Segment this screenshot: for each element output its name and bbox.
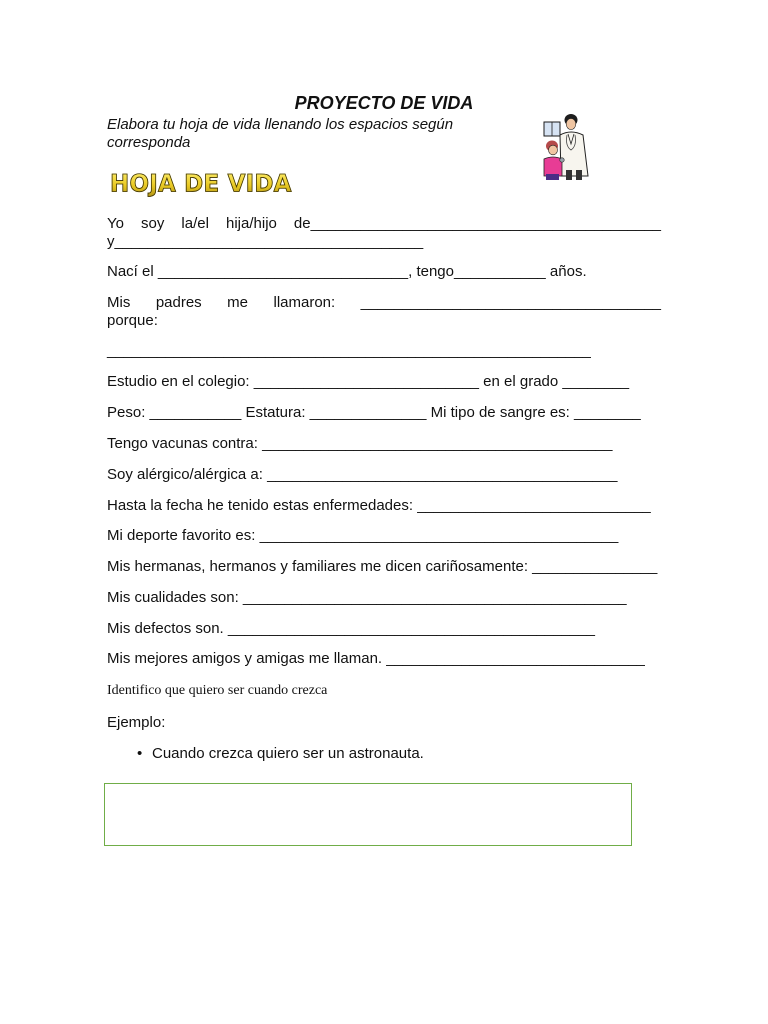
field-name-reason-label: porque: xyxy=(107,312,158,329)
field-weight-height-blood: Peso: ___________ Estatura: ______________ Mi tipo de sangre es: ________ xyxy=(107,404,641,421)
field-nickname: Mis hermanas, hermanos y familiares me dicen cariñosamente: _______________ xyxy=(107,558,658,575)
field-illnesses: Hasta la fecha he tenido estas enfermedades: ____________________________ xyxy=(107,497,651,514)
identifico-heading: Identifico que quiero ser cuando crezca xyxy=(107,683,328,698)
field-name-reason: Mis padres me llamaron: ____________________________________ xyxy=(107,294,661,311)
instructions-text: Elabora tu hoja de vida llenando los espacios según corresponda xyxy=(107,116,454,151)
field-parents-names-cont: y_____________________________________ xyxy=(107,233,424,250)
field-birth-age: Nací el ______________________________, tengo___________ años. xyxy=(107,263,587,280)
example-label: Ejemplo: xyxy=(107,714,166,731)
field-allergies: Soy alérgico/alérgica a: __________________________________________ xyxy=(107,466,618,483)
field-qualities: Mis cualidades son: ______________________________________________ xyxy=(107,589,627,606)
field-parents-names: Yo soy la/el hija/hijo de__________________________________________ xyxy=(107,215,661,232)
field-school-grade: Estudio en el colegio: ___________________________ en el grado ________ xyxy=(107,373,630,390)
field-friends-call-me: Mis mejores amigos y amigas me llaman. _______________________________ xyxy=(107,650,645,667)
answer-box[interactable] xyxy=(104,783,632,846)
doctor-with-child-icon xyxy=(538,110,598,182)
field-favorite-sport: Mi deporte favorito es: ___________________________________________ xyxy=(107,527,619,544)
field-defects: Mis defectos son. ____________________________________________ xyxy=(107,620,595,637)
field-vaccines: Tengo vacunas contra: __________________________________________ xyxy=(107,435,613,452)
page-title: PROYECTO DE VIDA xyxy=(294,93,474,113)
example-item: Cuando crezca quiero ser un astronauta. xyxy=(152,745,424,762)
hoja-de-vida-logo: HOJA DE VIDA xyxy=(110,170,292,198)
field-name-reason-line: __________________________________________________________ xyxy=(107,342,591,359)
bullet-icon: • xyxy=(137,745,143,762)
